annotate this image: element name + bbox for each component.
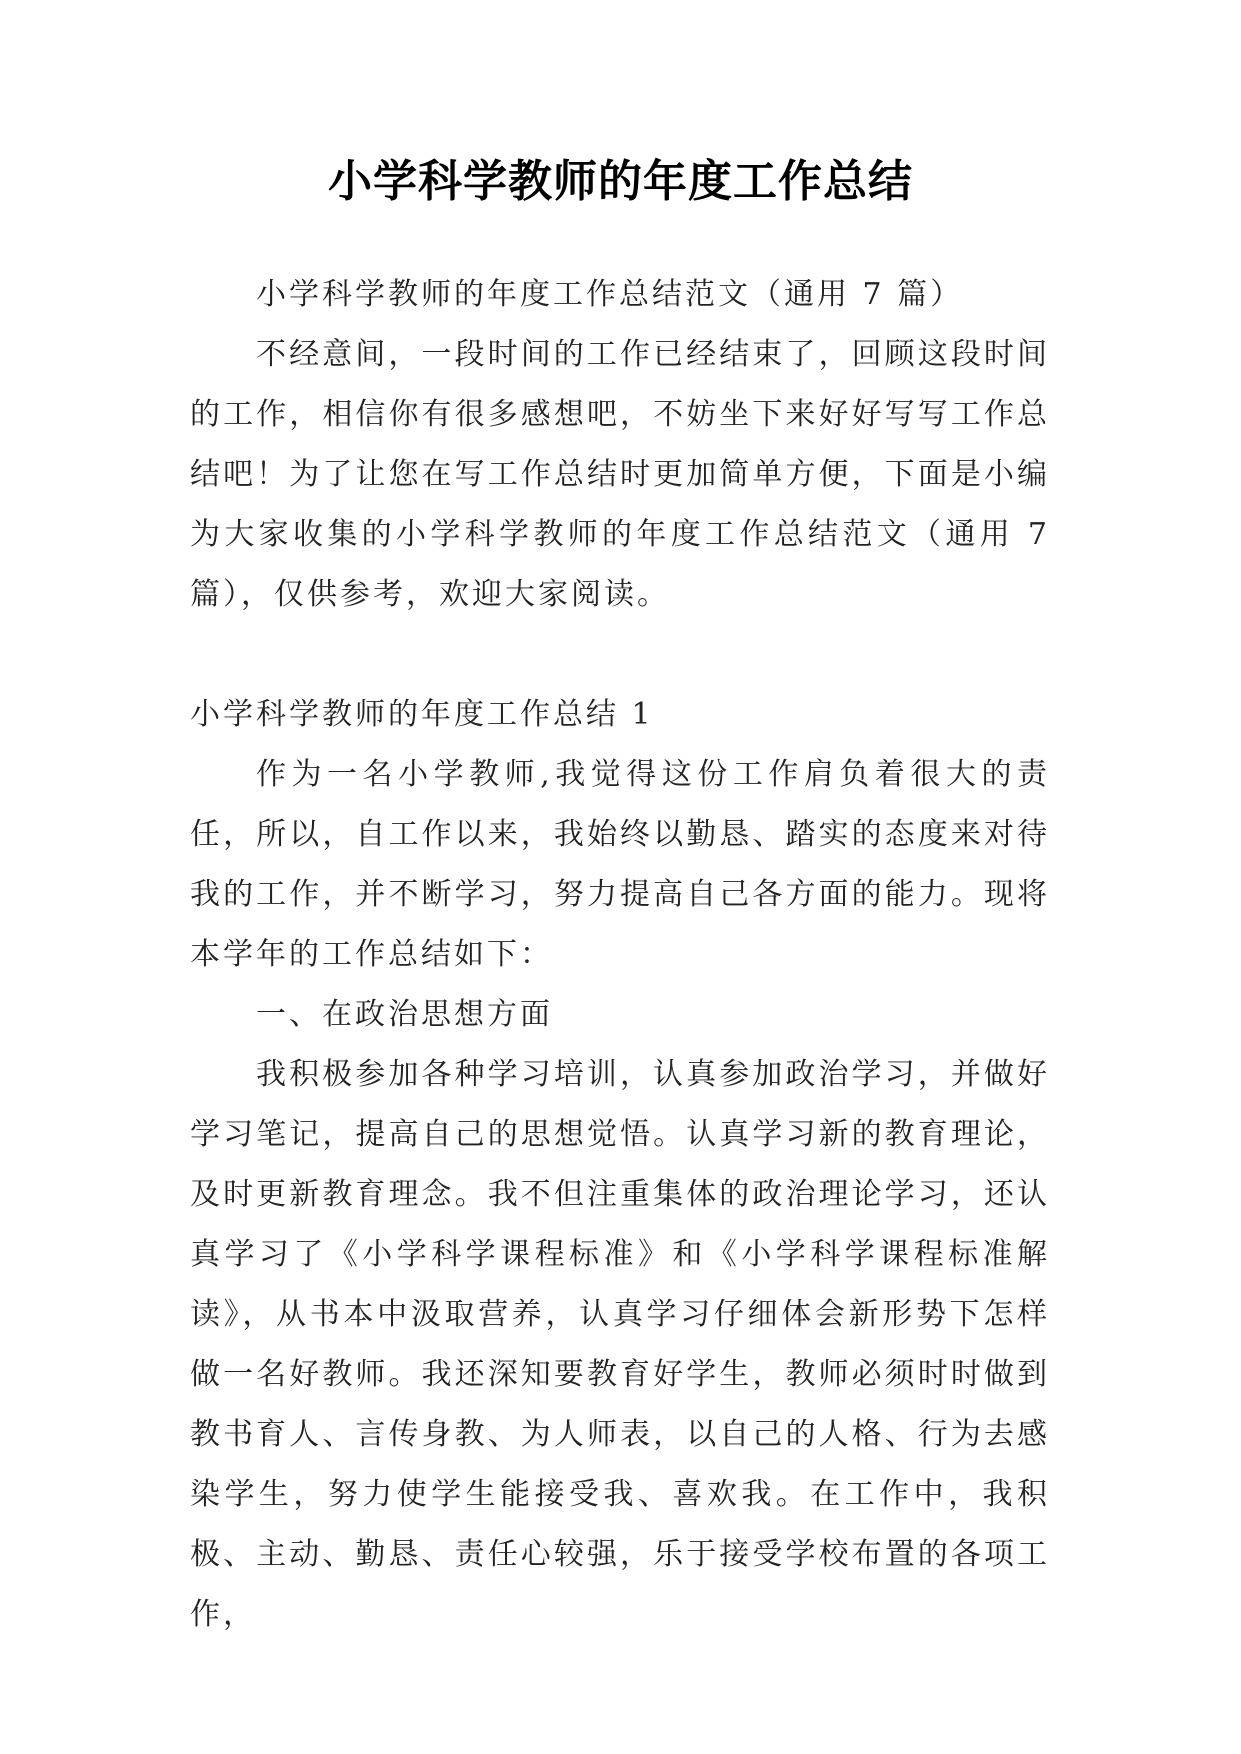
section-subheading: 一、在政治思想方面 — [256, 997, 553, 1032]
document-body — [190, 265, 1050, 1645]
document-subtitle: 小学科学教师的年度工作总结范文（通用 7 篇） — [256, 277, 964, 312]
paragraph-spacer — [190, 625, 1050, 685]
section-paragraph: 作为一名小学教师,我觉得这份工作肩负着很大的责任，所以，自工作以来，我始终以勤恳、踏实的态度来对待我的工作，并不断学习，努力提高自己各方面的能力。现将本学年的工作总结如下： — [190, 757, 1050, 972]
intro-paragraph: 不经意间，一段时间的工作已经结束了，回顾这段时间的工作，相信你有很多感想吧，不妨坐下来好好写写工作总结吧！为了让您在写工作总结时更加简单方便，下面是小编为大家收集的小学科学教师的年度工作总结范文（通用 7 篇），仅供参考，欢迎大家阅读。 — [190, 337, 1050, 612]
section-heading: 小学科学教师的年度工作总结 1 — [190, 697, 654, 732]
section-paragraph: 我积极参加各种学习培训，认真参加政治学习，并做好学习笔记，提高自己的思想觉悟。认真学习新的教育理论，及时更新教育理念。我不但注重集体的政治理论学习，还认真学习了《小学科学课程标准》和《小学科学课程标准解读》，从书本中汲取营养，认真学习仔细体会新形势下怎样做一名好教师。我还深知要教育好学生，教师必须时时做到教书育人、言传身教、为人师表，以自己的人格、行为去感染学生，努力使学生能接受我、喜欢我。在工作中，我积极、主动、勤恳、责任心较强，乐于接受学校布置的各项工作， — [190, 1057, 1050, 1632]
document-title: 小学科学教师的年度工作总结 — [328, 156, 913, 207]
